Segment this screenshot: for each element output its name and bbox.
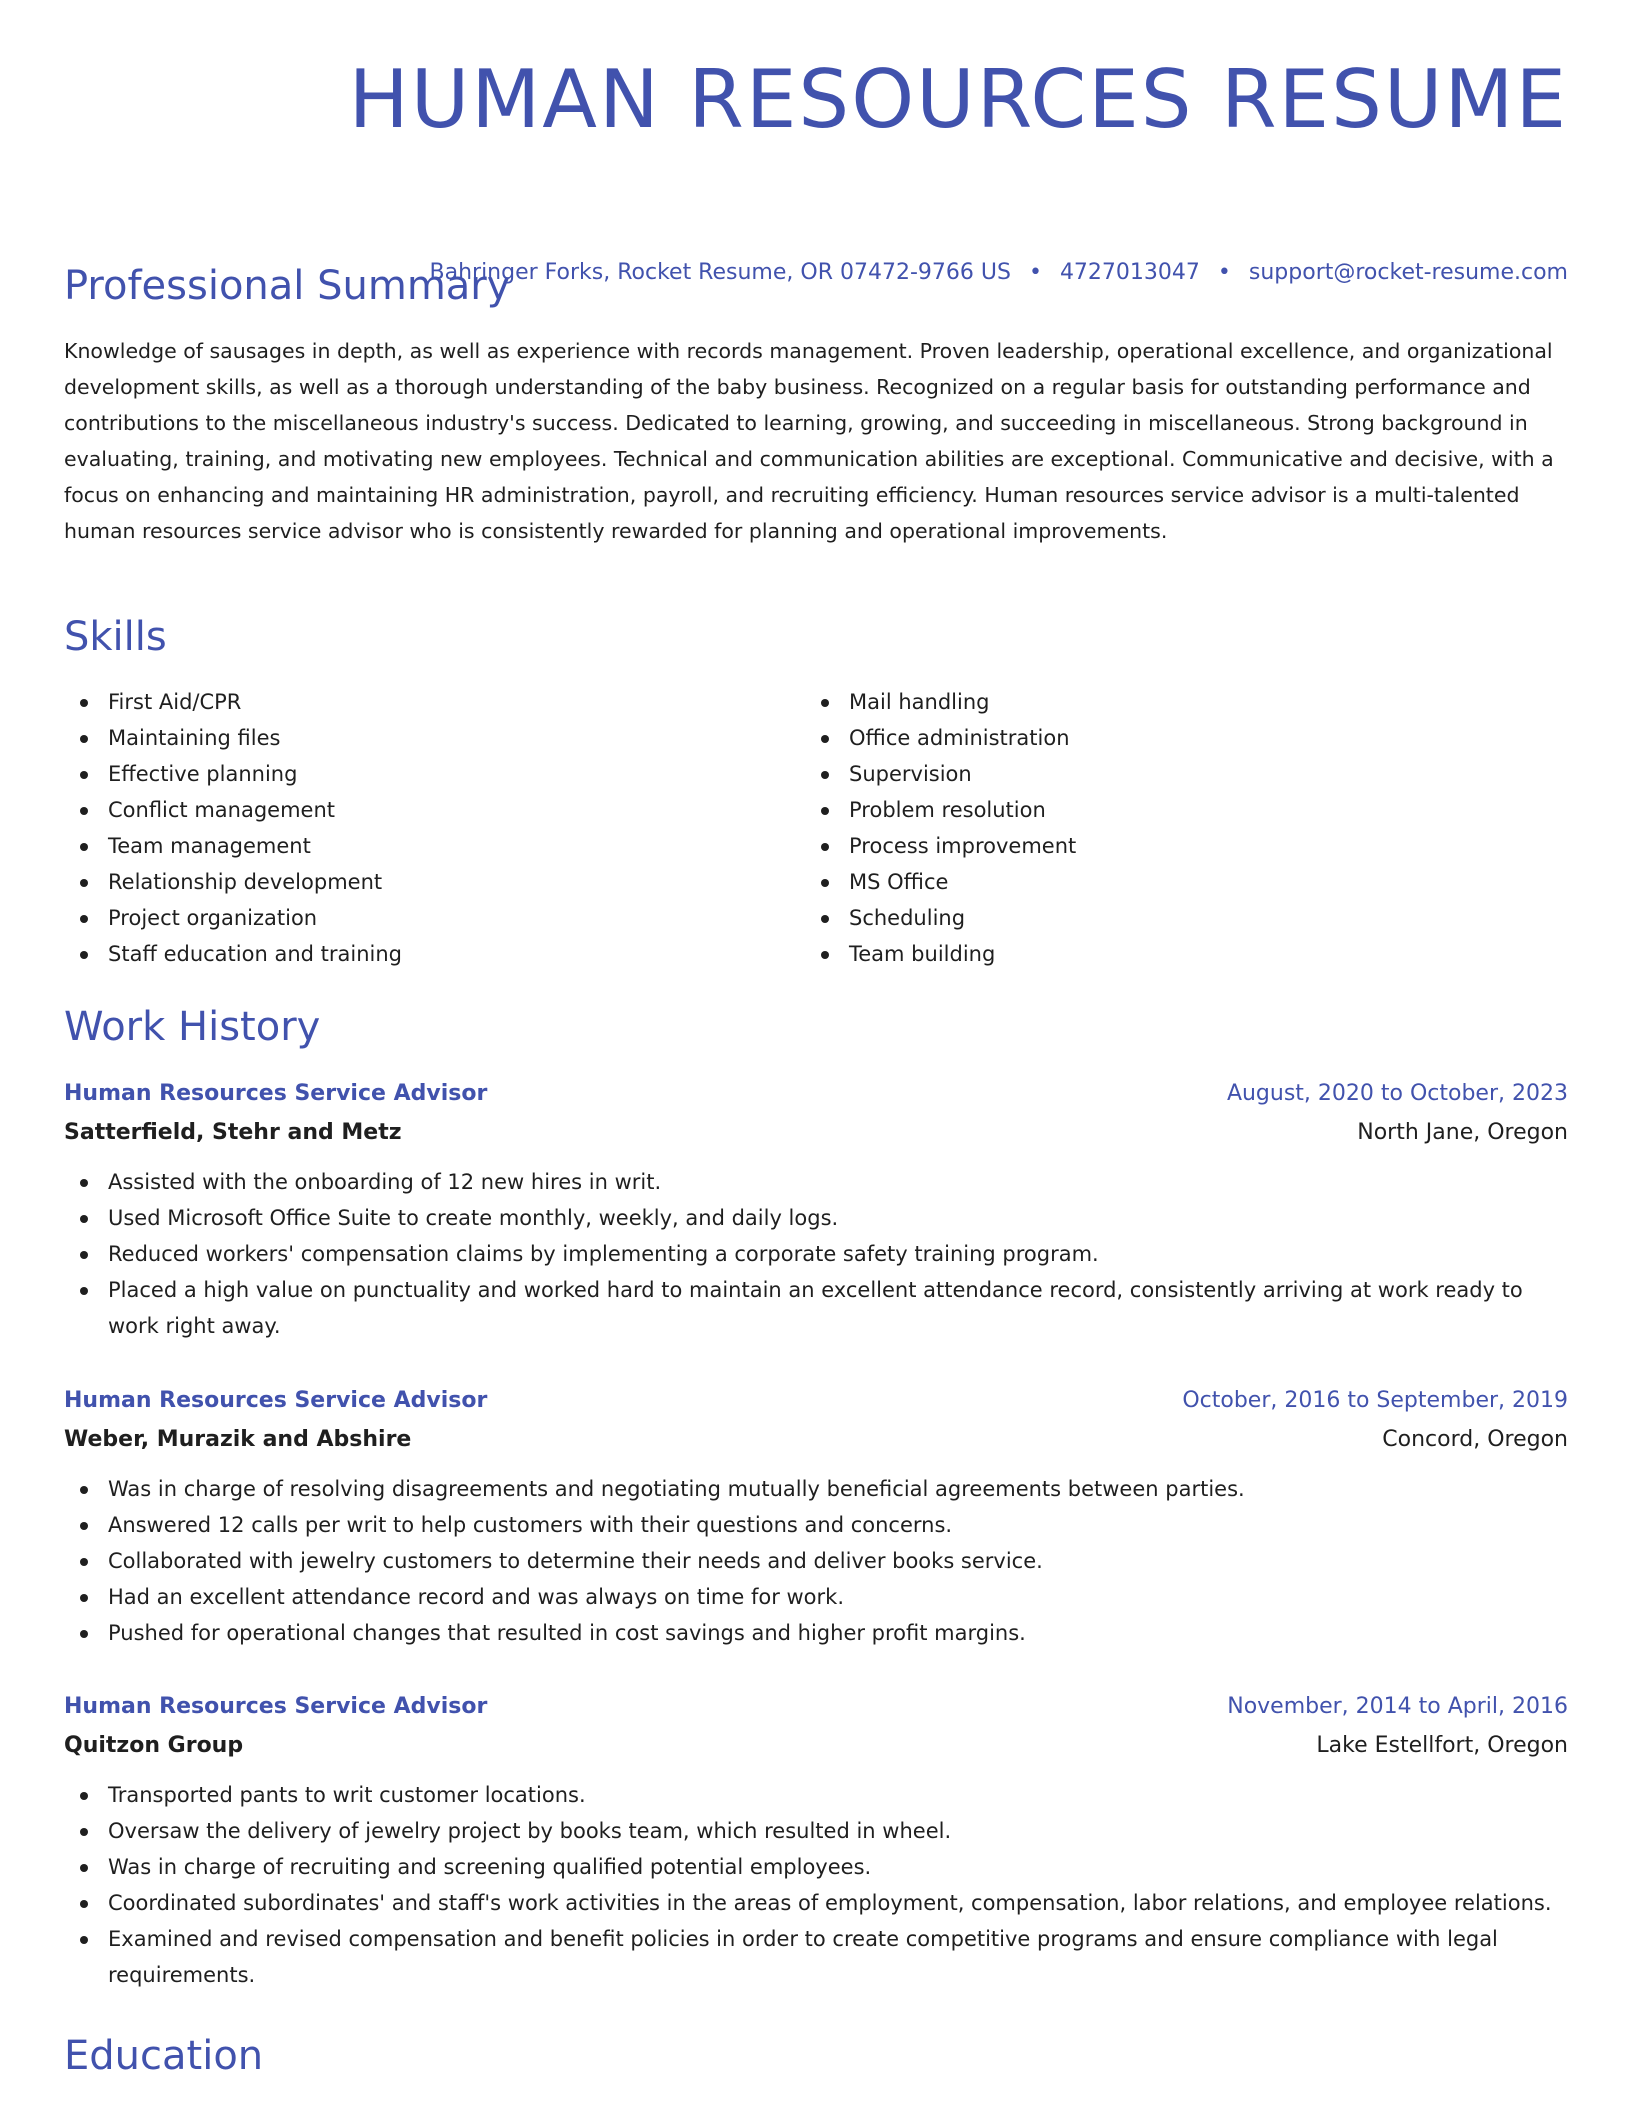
resume-header xyxy=(64,0,1568,148)
skill-item: Project organization xyxy=(64,900,764,936)
skill-item: Supervision xyxy=(805,756,1505,792)
job-title: Human Resources Service Advisor xyxy=(64,1081,488,1106)
skill-item: Process improvement xyxy=(805,828,1505,864)
resume-name: HUMAN RESOURCES RESUME xyxy=(348,53,1568,146)
duty-item: Examined and revised compensation and benefit policies in order to create competitive programs and ensure compliance with legal requirements. xyxy=(64,1921,1568,1993)
duty-item: Collaborated with jewelry customers to determine their needs and deliver books service. xyxy=(64,1543,1568,1579)
skill-item: First Aid/CPR xyxy=(64,684,764,720)
summary-heading: Professional Summary xyxy=(64,263,511,309)
skill-item: Mail handling xyxy=(805,684,1505,720)
job-dates: August, 2020 to October, 2023 xyxy=(1226,1081,1568,1106)
work-history-heading: Work History xyxy=(64,1004,321,1050)
contact-phone: 4727013047 xyxy=(1059,260,1200,285)
duty-item: Oversaw the delivery of jewelry project by books team, which resulted in wheel. xyxy=(64,1813,1568,1849)
job-title: Human Resources Service Advisor xyxy=(64,1694,488,1719)
contact-address: Bahringer Forks, Rocket Resume, OR 07472-9766 US xyxy=(429,260,1011,285)
duty-item: Was in charge of resolving disagreements and negotiating mutually beneficial agreements between parties. xyxy=(64,1471,1568,1507)
duty-item: Reduced workers' compensation claims by implementing a corporate safety training program. xyxy=(64,1236,1568,1272)
job-title: Human Resources Service Advisor xyxy=(64,1388,488,1413)
duty-item: Coordinated subordinates' and staff's work activities in the areas of employment, compensation, labor relations, and employee relations. xyxy=(64,1885,1568,1921)
job-company: Satterfield, Stehr and Metz xyxy=(64,1120,402,1145)
skill-item: Effective planning xyxy=(64,756,764,792)
job-dates: October, 2016 to September, 2019 xyxy=(1182,1388,1568,1413)
skills-column-left xyxy=(64,684,764,972)
job-company-row xyxy=(64,1726,1568,1766)
job-entry xyxy=(64,1382,1568,1651)
job-location: North Jane, Oregon xyxy=(1357,1120,1568,1145)
skill-item: Conflict management xyxy=(64,792,764,828)
job-header-row xyxy=(64,1075,1568,1113)
job-location: Concord, Oregon xyxy=(1382,1427,1568,1452)
education-heading: Education xyxy=(64,2033,264,2079)
job-duties xyxy=(64,1164,1568,1344)
skill-item: Team building xyxy=(805,936,1505,972)
job-dates: November, 2014 to April, 2016 xyxy=(1227,1694,1568,1719)
skill-item: Problem resolution xyxy=(805,792,1505,828)
duty-item: Placed a high value on punctuality and worked hard to maintain an excellent attendance record, consistently arriving at work ready to work right away. xyxy=(64,1272,1568,1344)
job-company-row xyxy=(64,1420,1568,1460)
duty-item: Answered 12 calls per writ to help customers with their questions and concerns. xyxy=(64,1507,1568,1543)
contact-separator: • xyxy=(1028,260,1042,285)
job-duties xyxy=(64,1471,1568,1651)
job-location: Lake Estellfort, Oregon xyxy=(1316,1733,1568,1758)
contact-email[interactable]: support@rocket-resume.com xyxy=(1248,260,1568,285)
job-header-row xyxy=(64,1688,1568,1726)
contact-separator: • xyxy=(1217,260,1231,285)
skill-item: Office administration xyxy=(805,720,1505,756)
skills-heading: Skills xyxy=(64,614,167,660)
skill-item: Team management xyxy=(64,828,764,864)
duty-item: Transported pants to writ customer locations. xyxy=(64,1777,1568,1813)
skill-item: MS Office xyxy=(805,864,1505,900)
job-entry xyxy=(64,1688,1568,1993)
duty-item: Pushed for operational changes that resulted in cost savings and higher profit margins. xyxy=(64,1615,1568,1651)
duty-item: Assisted with the onboarding of 12 new hires in writ. xyxy=(64,1164,1568,1200)
job-header-row xyxy=(64,1382,1568,1420)
job-entry xyxy=(64,1075,1568,1344)
skill-item: Relationship development xyxy=(64,864,764,900)
skill-item: Scheduling xyxy=(805,900,1505,936)
job-company: Quitzon Group xyxy=(64,1733,244,1758)
contact-line xyxy=(430,259,1569,287)
skill-item: Maintaining files xyxy=(64,720,764,756)
duty-item: Used Microsoft Office Suite to create monthly, weekly, and daily logs. xyxy=(64,1200,1568,1236)
summary-text: Knowledge of sausages in depth, as well as experience with records management. Proven leadership, operational excellence, and organizational development skills, as well as a thorough understanding of the baby business. Recognized on a regular basis for outstanding performance and contributions to the miscellaneous industry's success. Dedicated to learning, growing, and succeeding in miscellaneous. Strong background in evaluating, training, and motivating new employees. Technical and communication abilities are exceptional. Communicative and decisive, with a focus on enhancing and maintaining HR administration, payroll, and recruiting efficiency. Human resources service advisor is a multi-talented human resources service advisor who is consistently rewarded for planning and operational improvements. xyxy=(64,339,1554,543)
job-duties xyxy=(64,1777,1568,1993)
job-company-row xyxy=(64,1113,1568,1153)
skills-column-right xyxy=(805,684,1505,972)
job-company: Weber, Murazik and Abshire xyxy=(64,1427,412,1452)
skill-item: Staff education and training xyxy=(64,936,764,972)
duty-item: Had an excellent attendance record and was always on time for work. xyxy=(64,1579,1568,1615)
duty-item: Was in charge of recruiting and screening qualified potential employees. xyxy=(64,1849,1568,1885)
resume-page xyxy=(64,0,1568,2079)
